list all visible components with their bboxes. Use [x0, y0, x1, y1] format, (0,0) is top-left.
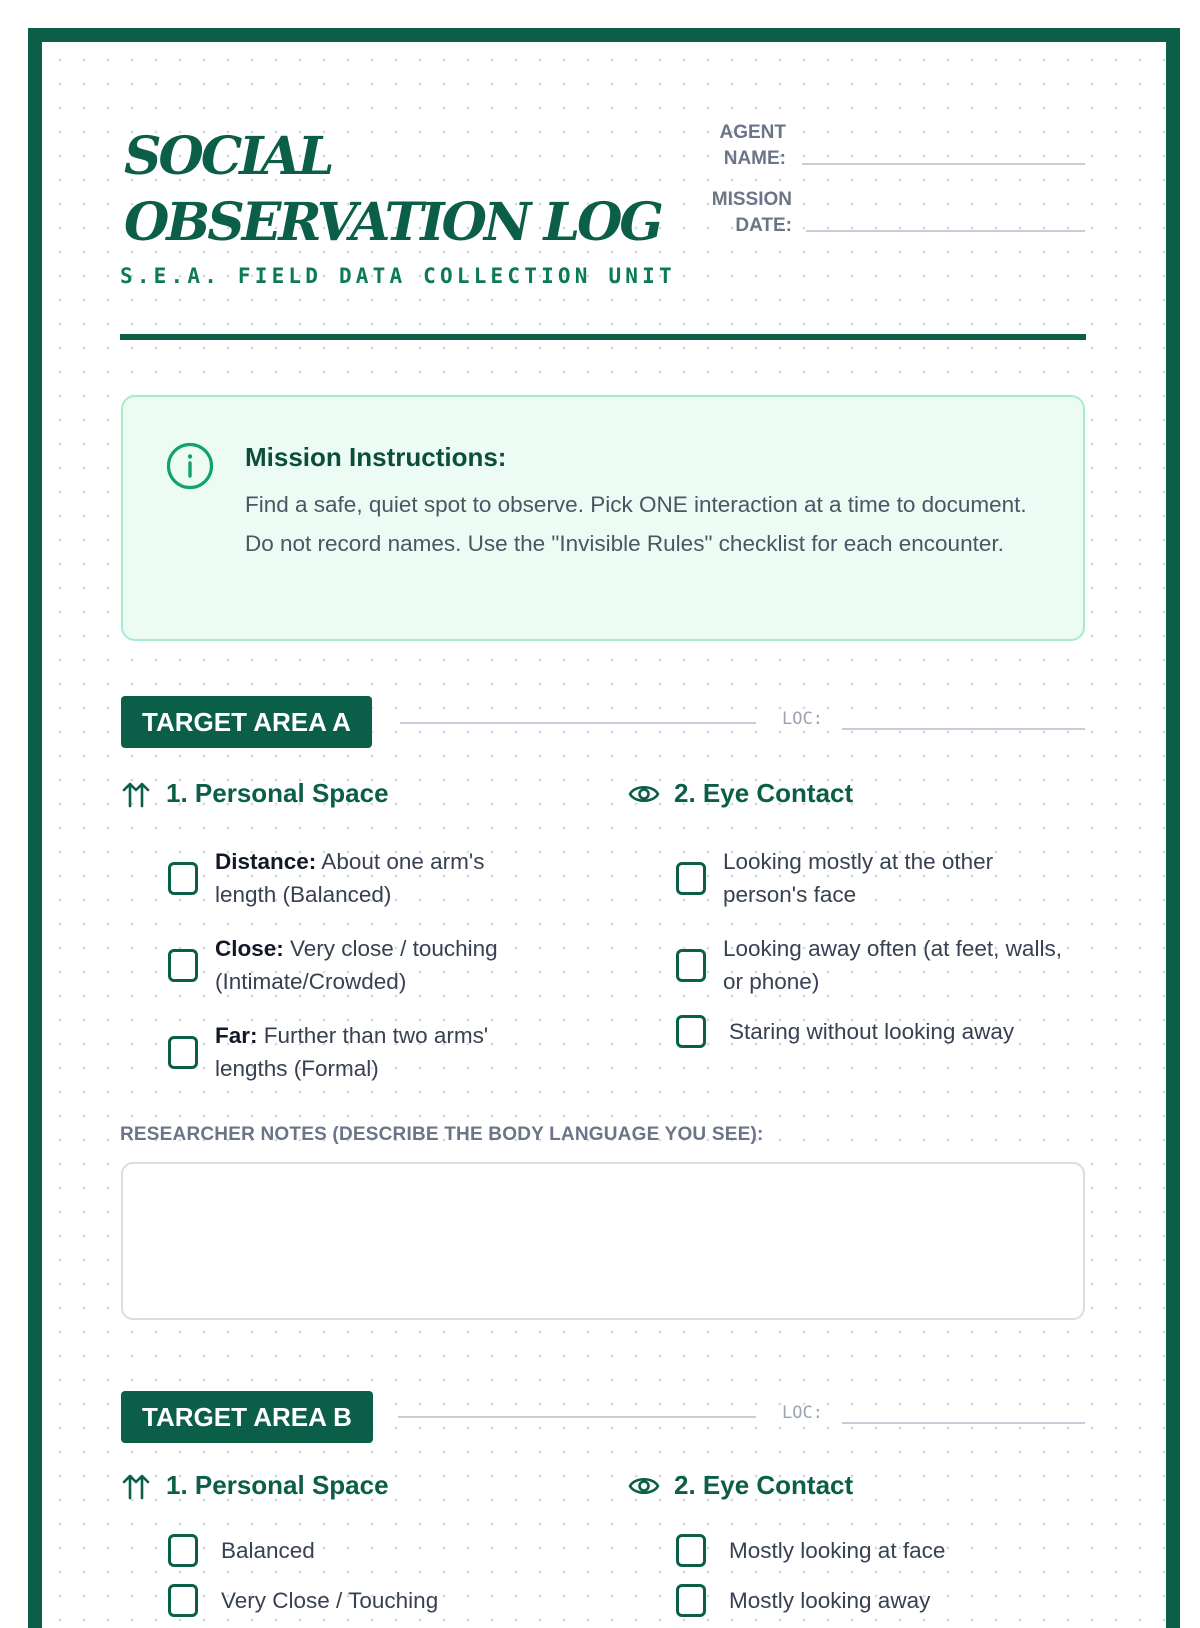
- checkbox[interactable]: [168, 1036, 198, 1069]
- mission-date-field[interactable]: [806, 230, 1085, 232]
- arrows-up-icon: [122, 1471, 152, 1501]
- area-b-divider: [398, 1416, 756, 1418]
- checkbox[interactable]: [676, 1534, 706, 1567]
- checkbox[interactable]: [168, 949, 198, 982]
- area-a-staring-option[interactable]: Staring without looking away: [676, 1015, 1096, 1048]
- area-a-notes-textarea[interactable]: [121, 1162, 1085, 1320]
- checkbox[interactable]: [676, 949, 706, 982]
- instructions-title: Mission Instructions:: [245, 442, 507, 472]
- area-b-eye-contact-heading: 2. Eye Contact: [628, 1470, 853, 1501]
- checkbox[interactable]: [168, 1534, 198, 1567]
- checkbox[interactable]: [676, 862, 706, 895]
- checkbox[interactable]: [168, 862, 198, 895]
- area-a-loc-field[interactable]: [842, 728, 1085, 730]
- eye-icon: [628, 779, 660, 809]
- page-subtitle: S.E.A. FIELD DATA COLLECTION UNIT: [120, 264, 676, 288]
- title-line-1: SOCIAL: [124, 126, 332, 187]
- area-a-personal-space-heading: 1. Personal Space: [122, 778, 389, 809]
- eye-icon: [628, 1471, 660, 1501]
- arrows-up-icon: [122, 779, 152, 809]
- area-a-far-option[interactable]: Far: Further than two arms' lengths (Formal): [168, 1019, 548, 1085]
- mission-date-label: MISSION DATE:: [711, 189, 792, 236]
- area-a-divider: [400, 722, 756, 724]
- area-a-notes-label: RESEARCHER NOTES (DESCRIBE THE BODY LANGUAGE YOU SEE):: [120, 1124, 764, 1145]
- area-b-looking-away-option[interactable]: Mostly looking away: [676, 1584, 1096, 1617]
- area-b-loc-label: LOC:: [782, 1403, 823, 1423]
- target-area-b-badge: TARGET AREA B: [121, 1391, 373, 1443]
- target-area-a-badge: TARGET AREA A: [121, 696, 372, 748]
- checkbox[interactable]: [676, 1584, 706, 1617]
- instructions-body: Find a safe, quiet spot to observe. Pick ONE interaction at a time to document. Do not record names. Use the "Invisible Rules" checklist for each encounter.: [245, 492, 1027, 556]
- checkbox[interactable]: [168, 1584, 198, 1617]
- area-b-balanced-option[interactable]: Balanced: [168, 1534, 548, 1567]
- agent-name-field[interactable]: [802, 163, 1085, 165]
- area-b-loc-field[interactable]: [842, 1422, 1085, 1424]
- header-divider: [120, 334, 1086, 340]
- area-b-personal-space-heading: 1. Personal Space: [122, 1470, 389, 1501]
- area-a-looking-away-option[interactable]: Looking away often (at feet, walls, or phone): [676, 932, 1076, 998]
- area-a-looking-at-face-option[interactable]: Looking mostly at the other person's face: [676, 845, 1076, 911]
- info-icon: [165, 441, 215, 491]
- area-b-looking-at-face-option[interactable]: Mostly looking at face: [676, 1534, 1096, 1567]
- agent-name-label: AGENT NAME:: [719, 122, 786, 169]
- page-title: [124, 124, 661, 256]
- area-a-distance-option[interactable]: Distance: About one arm's length (Balanced): [168, 845, 548, 911]
- area-a-loc-label: LOC:: [782, 709, 823, 729]
- area-a-eye-contact-heading: 2. Eye Contact: [628, 778, 853, 809]
- checkbox[interactable]: [676, 1015, 706, 1048]
- title-line-2: OBSERVATION LOG: [124, 192, 661, 253]
- area-a-close-option[interactable]: Close: Very close / touching (Intimate/Crowded): [168, 932, 548, 998]
- area-b-very-close-option[interactable]: Very Close / Touching: [168, 1584, 548, 1617]
